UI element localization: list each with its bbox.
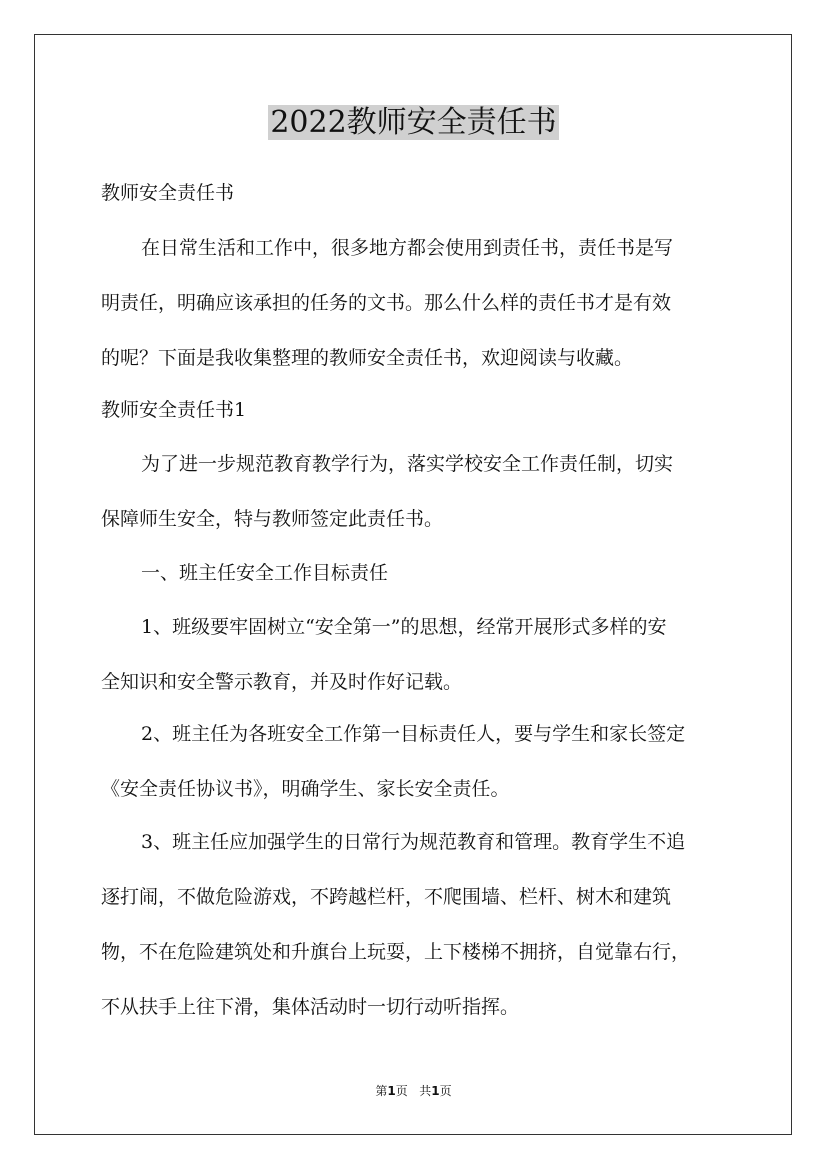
item3-line: 物，不在危险建筑处和升旗台上玩耍，上下楼梯不拥挤，自觉靠右行， [101, 941, 691, 963]
section1-intro-line: 保障师生安全，特与教师签定此责任书。 [101, 508, 444, 530]
intro-line: 的呢？下面是我收集整理的教师安全责任书，欢迎阅读与收藏。 [101, 347, 634, 369]
section1-heading [101, 383, 741, 438]
item2-line: 《安全责任协议书》，明确学生、家长安全责任。 [101, 778, 510, 800]
footer-prefix-1: 第 [375, 1084, 388, 1098]
intro-line: 明责任，明确应该承担的任务的文书。那么什么样的责任书才是有效 [101, 292, 672, 314]
document-title-text: 2022教师安全责任书 [270, 105, 557, 140]
section1-intro-line: 为了进一步规范教育教学行为，落实学校安全工作责任制，切实 [141, 453, 674, 475]
intro-paragraph [101, 221, 741, 386]
item2-paragraph [101, 707, 741, 817]
subtitle-line: 教师安全责任书 [101, 182, 235, 204]
part1-heading [101, 546, 741, 601]
footer-suffix-1: 页 [395, 1084, 408, 1098]
item1-line: 全知识和安全警示教育，并及时作好记载。 [101, 671, 463, 693]
item3-line: 不从扶手上往下滑，集体活动时一切行动听指挥。 [101, 996, 520, 1018]
document-subtitle [101, 166, 741, 221]
footer-page-current: 1 [387, 1084, 396, 1098]
intro-line: 在日常生活和工作中，很多地方都会使用到责任书，责任书是写 [141, 237, 674, 259]
item2-line: 2、班主任为各班安全工作第一目标责任人，要与学生和家长签定 [141, 723, 686, 745]
document-title [0, 101, 827, 145]
section1-heading-line: 教师安全责任书1 [101, 399, 247, 421]
item1-paragraph [101, 600, 741, 710]
part1-heading-line: 一、班主任安全工作目标责任 [141, 562, 389, 584]
footer-suffix-2: 页 [439, 1084, 452, 1098]
footer-prefix-2: 共 [419, 1084, 432, 1098]
item3-line: 3、班主任应加强学生的日常行为规范教育和管理。教育学生不追 [141, 831, 686, 853]
item3-paragraph [101, 815, 741, 1035]
footer-page-total: 1 [431, 1084, 440, 1098]
page-footer [0, 1082, 827, 1100]
item1-line: 1、班级要牢固树立“安全第一”的思想，经常开展形式多样的安 [141, 616, 667, 638]
section1-intro-paragraph [101, 437, 741, 547]
item3-line: 逐打闹，不做危险游戏，不跨越栏杆，不爬围墙、栏杆、树木和建筑 [101, 886, 672, 908]
